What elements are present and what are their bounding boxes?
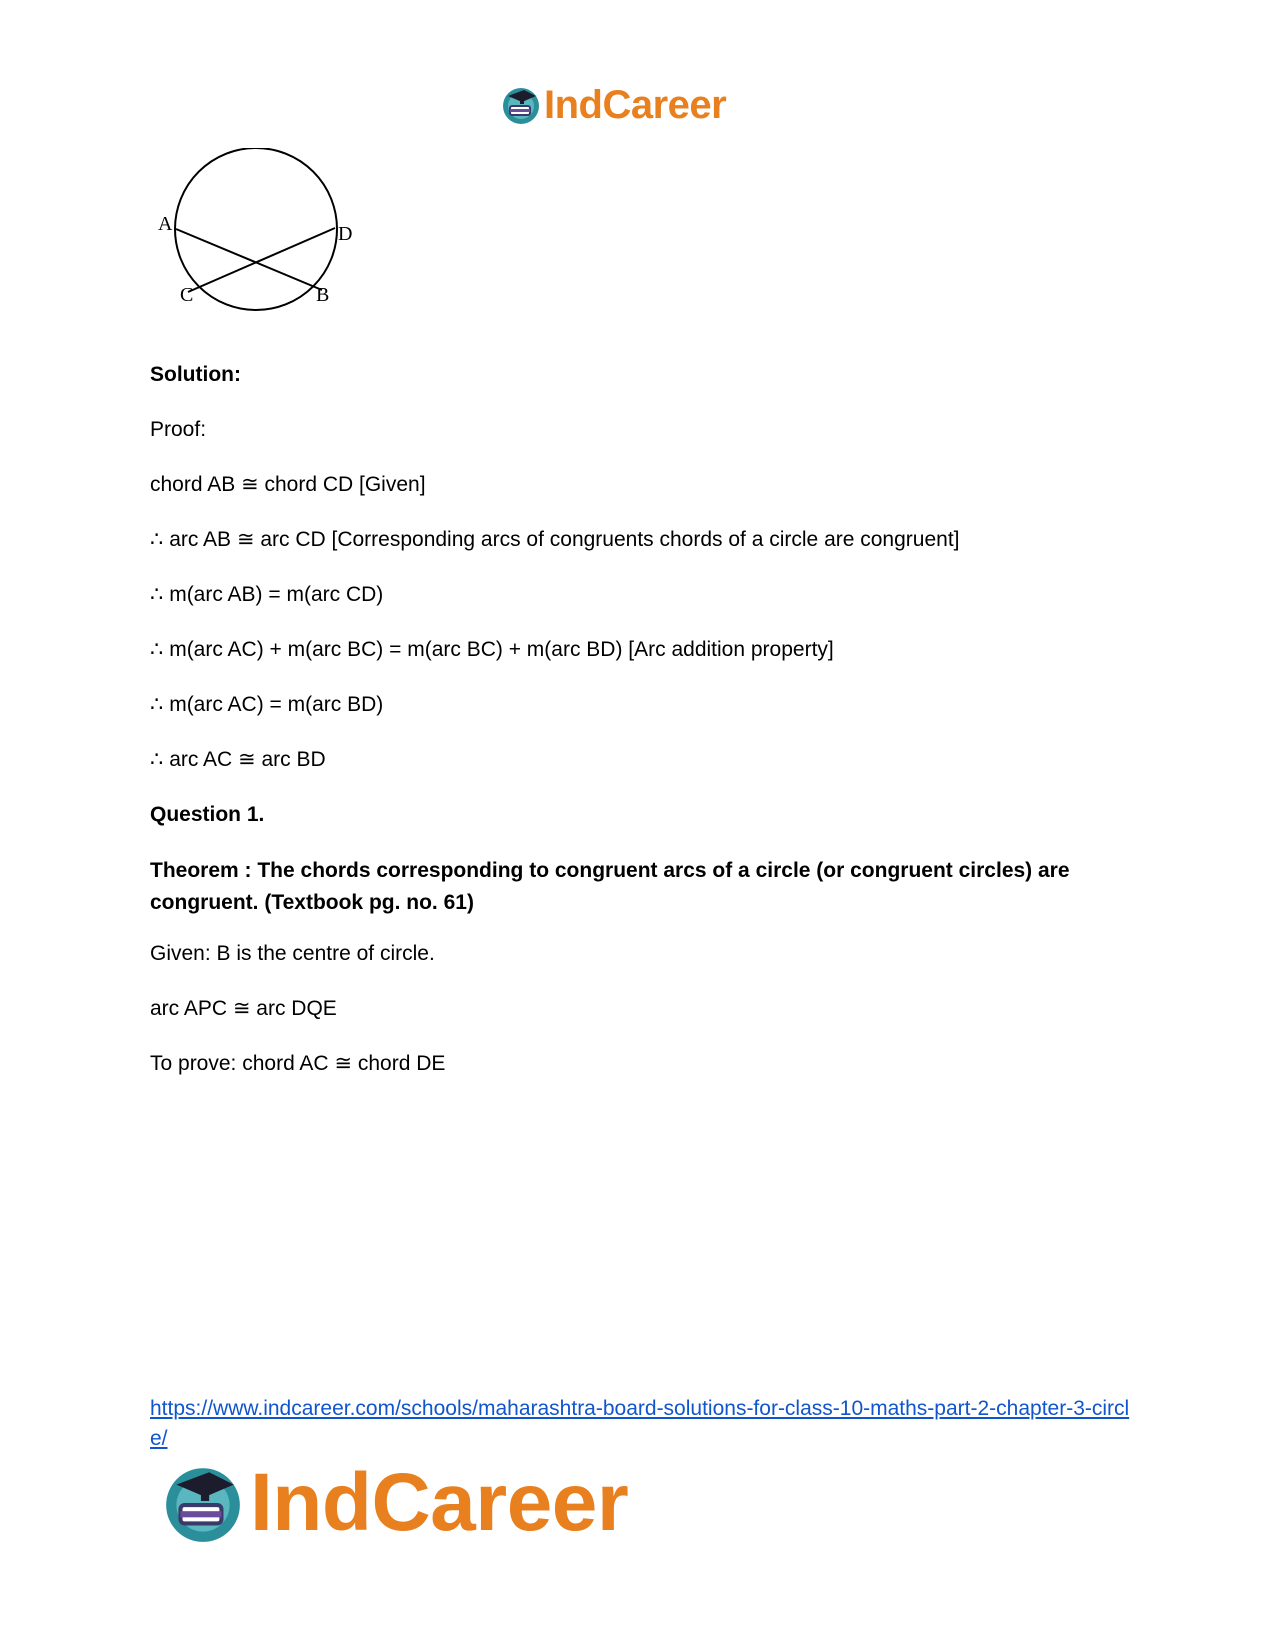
- document-body: [150, 360, 1140, 1104]
- chord-ab: [176, 229, 322, 290]
- logo-text: IndCareer: [250, 1457, 629, 1548]
- proof-line: ∴ m(arc AC) + m(arc BC) = m(arc BC) + m(arc BD) [Arc addition property]: [150, 638, 834, 661]
- chord-cd: [188, 228, 335, 292]
- label-c: C: [180, 284, 194, 306]
- footer-logo: [160, 1458, 628, 1548]
- proof-line: ∴ m(arc AB) = m(arc CD): [150, 583, 384, 606]
- solution-heading: Solution:: [150, 363, 241, 386]
- globe-book-icon: [160, 1460, 246, 1546]
- footer-url-container: [150, 1394, 1130, 1454]
- proof-line: chord AB ≅ chord CD [Given]: [150, 473, 426, 496]
- logo-text: IndCareer: [544, 83, 727, 127]
- question-heading: Question 1.: [150, 803, 265, 826]
- proof-line: ∴ arc AC ≅ arc BD: [150, 748, 326, 771]
- given-statement: Given: B is the centre of circle.: [150, 942, 435, 965]
- theorem-statement: Theorem : The chords corresponding to congruent arcs of a circle (or congruent circles) are congruent. (Textbook pg. no. 61): [150, 859, 1070, 914]
- proof-line: ∴ arc AB ≅ arc CD [Corresponding arcs of congruents chords of a circle are congruent]: [150, 528, 960, 551]
- label-a: A: [158, 213, 173, 235]
- given-arc: arc APC ≅ arc DQE: [150, 997, 337, 1020]
- label-b: B: [316, 284, 330, 306]
- circle-diagram: [158, 148, 388, 328]
- header-logo: [500, 80, 770, 130]
- label-d: D: [338, 223, 353, 245]
- proof-label: Proof:: [150, 418, 207, 441]
- globe-book-icon: [500, 84, 542, 126]
- proof-line: ∴ m(arc AC) = m(arc BD): [150, 693, 384, 716]
- source-link[interactable]: https://www.indcareer.com/schools/maharashtra-board-solutions-for-class-10-maths-part-2-chapter-3-circle/: [150, 1397, 1130, 1450]
- to-prove: To prove: chord AC ≅ chord DE: [150, 1052, 446, 1075]
